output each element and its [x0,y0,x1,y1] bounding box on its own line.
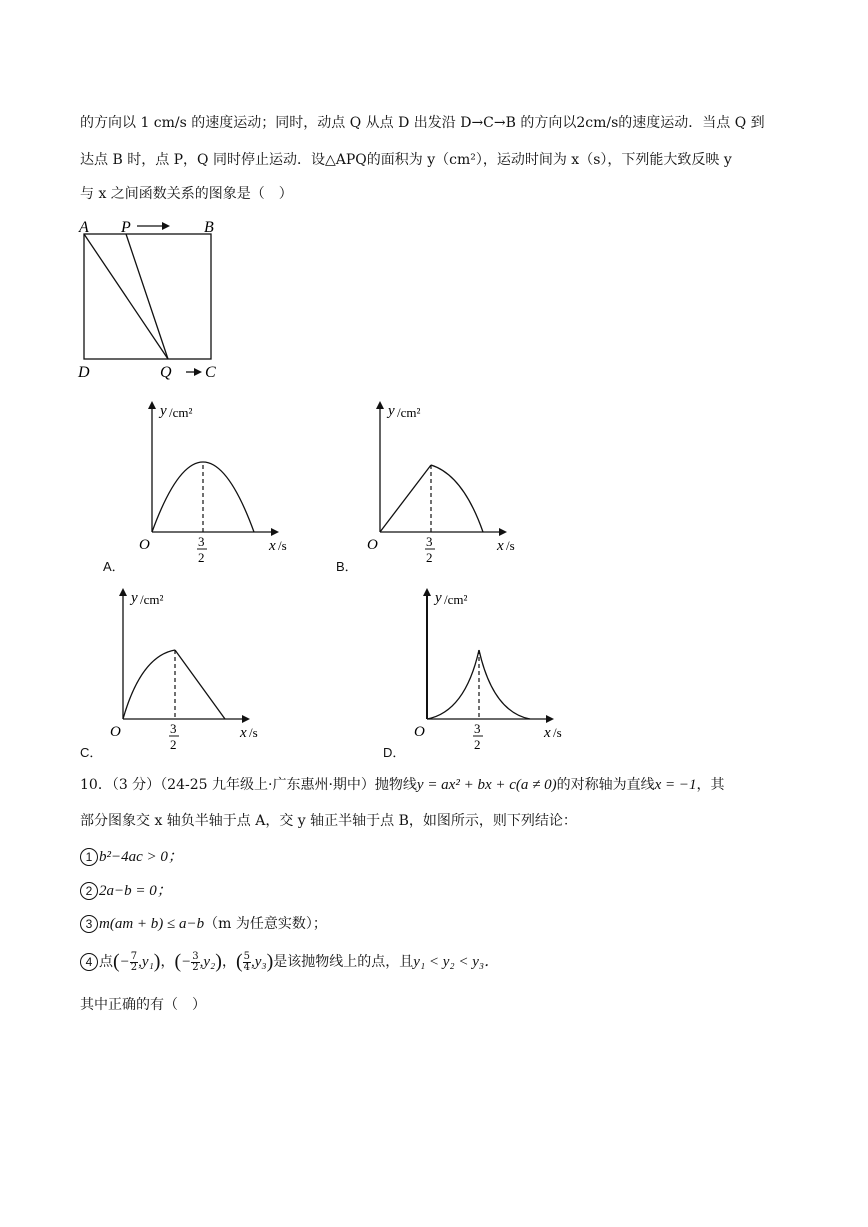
q9-line-2: 达点 B 时，点 P，Q 同时停止运动．设△APQ的面积为 y（cm²），运动时间为 x（s），下列能大致反映 y [80,152,732,168]
graph-option-c [66,582,286,762]
svg-text:2: 2 [474,737,481,752]
q10-conclusion-3 [80,913,327,933]
svg-text:3: 3 [198,534,205,549]
conclusion-1-text: b²−4ac > 0； [99,849,183,865]
svg-text:3: 3 [426,534,433,549]
svg-text:2: 2 [170,737,177,752]
rectangle-figure [70,212,250,384]
svg-text:3: 3 [474,721,481,736]
conclusion-3-note: （m 为任意实数）； [204,916,327,932]
label-C: C [205,364,216,381]
label-D: D [78,364,90,381]
conclusion-4-inequality: y₁ < y₂ < y₃． [413,954,500,970]
circled-4: 4 [80,953,98,971]
option-a-label: A． [103,559,125,574]
svg-text:/cm²: /cm² [140,592,164,607]
q10-stem-text-3: ，其 [696,777,725,793]
svg-text:y: y [435,590,442,606]
svg-text:2: 2 [198,550,205,565]
q10-stem-text-2: 的对称轴为直线 [556,777,655,793]
svg-text:/s: /s [553,725,562,740]
svg-text:x: x [544,725,551,741]
circled-1: 1 [80,848,98,866]
svg-text:y: y [131,590,138,606]
q9-line-1: 的方向以 1 cm/s 的速度运动；同时，动点 Q 从点 D 出发沿 D→C→B 的方向以2cm/s的速度运动．当点 Q 到 [80,115,765,131]
q10-conclusion-1 [80,845,183,866]
y1: y₁ [141,954,154,970]
conclusion-2-text: 2a−b = 0； [99,883,172,899]
svg-text:/s: /s [278,538,287,553]
y3: y₃ [254,954,267,970]
q9-line-3: 与 x 之间函数关系的图象是（ ） [80,186,293,202]
option-b-label: B． [336,559,358,574]
q10-number: 10． [80,777,112,793]
option-c-label: C． [80,745,103,760]
svg-text:x: x [497,538,504,554]
graph-option-b [323,395,533,575]
svg-text:/cm²: /cm² [397,405,421,420]
graph-option-d [370,582,590,762]
option-d-label: D． [383,745,406,760]
q10-score: （3 分） [111,777,161,793]
svg-text:x: x [269,538,276,554]
svg-text:O: O [414,724,425,740]
svg-text:x: x [240,725,247,741]
svg-text:/cm²: /cm² [169,405,193,420]
conclusion-4-post: 是该抛物线上的点，且 [273,954,414,970]
label-Q: Q [160,364,172,381]
conclusion-3-equation: m(am + b) ≤ a−b [99,916,205,932]
fraction-3-2: $\frac{3}{2}$ [192,950,199,973]
svg-text:O: O [139,537,150,553]
q10-parabola-equation: y = ax² + bx + c(a ≠ 0) [416,777,557,793]
label-A: A [79,219,89,236]
q10-question: 其中正确的有（ ） [80,997,206,1013]
svg-text:/s: /s [249,725,258,740]
q10-line-2: 部分图象交 x 轴负半轴于点 A，交 y 轴正半轴于点 B，如图所示，则下列结论： [80,813,577,829]
svg-text:2: 2 [426,550,433,565]
q10-conclusion-4: 4 点(− $\frac{7}{2}$ ,y₁)，(− $\frac{3}{2}$ ,y₂)，( $\frac{5}{4}$ ,y₃)是该抛物线上的点，且y₁ < y₂ < y₃． [80,950,499,974]
svg-text:/s: /s [506,538,515,553]
svg-text:3: 3 [170,721,177,736]
q10-stem-text: 抛物线 [374,777,417,793]
q10-conclusion-2 [80,879,172,900]
graph-option-a [95,395,305,575]
svg-text:y: y [160,403,167,419]
circled-3: 3 [80,915,98,933]
conclusion-4-pre: 点 [99,954,113,970]
label-B: B [204,219,214,236]
svg-text:/cm²: /cm² [444,592,468,607]
circled-2: 2 [80,882,98,900]
svg-text:O: O [110,724,121,740]
fraction-7-2: $\frac{7}{2}$ [130,950,138,973]
q10-axis-equation: x = −1 [654,777,697,793]
fraction-5-4: $\frac{5}{4}$ [243,950,250,973]
svg-text:y: y [388,403,395,419]
label-P: P [121,219,131,236]
q10-line-1 [80,774,725,794]
svg-text:O: O [367,537,378,553]
q10-source: （24-25 九年级上·广东惠州·期中） [160,777,375,793]
y2: y₂ [203,954,216,970]
